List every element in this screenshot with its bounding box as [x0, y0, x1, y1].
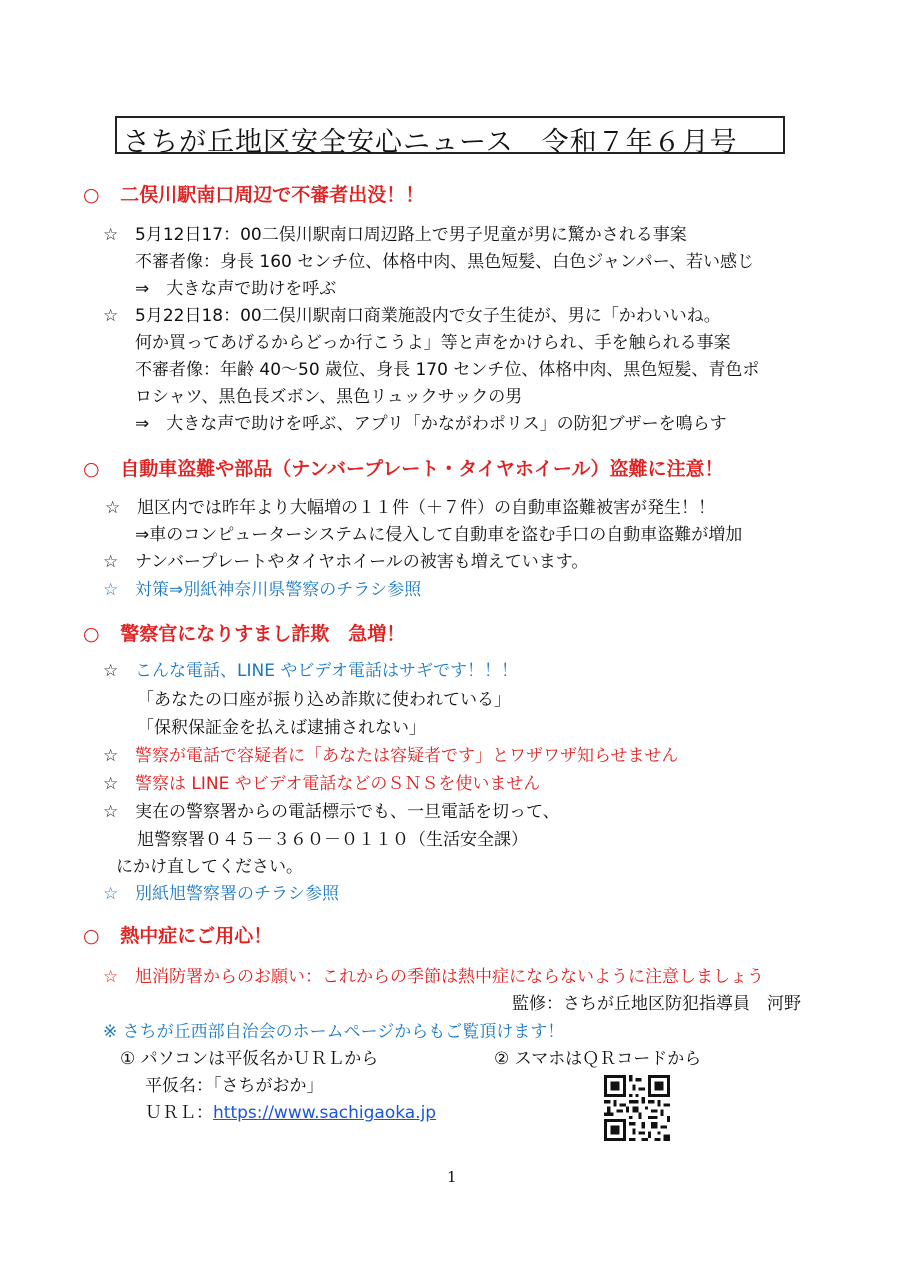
- list-item: ⇒ 大きな声で助けを呼ぶ、アプリ「かながわポリス」の防犯ブザーを鳴らす: [135, 414, 727, 434]
- star-icon: ☆: [103, 552, 119, 572]
- url-row: [145, 1098, 436, 1123]
- smartphone-label: ② スマホはＱＲコードから: [494, 1049, 702, 1069]
- list-item: ⇒車のコンピューターシステムに侵入して自動車を盗む手口の自動車盗難が増加: [135, 525, 743, 545]
- list-item: ☆ 警察が電話で容疑者に「あなたは容疑者です」とワザワザ知らせません: [103, 746, 679, 766]
- hiragana-label: 平仮名：「さちがおか」: [145, 1076, 324, 1096]
- circle-mark: ○: [83, 458, 100, 480]
- star-icon: ☆: [103, 746, 119, 766]
- list-item: ☆ 旭消防署からのお願い：これからの季節は熱中症にならないように注意しましょう: [103, 967, 764, 987]
- list-item: 不審者像：年齢 40～50 歳位、身長 170 センチ位、体格中肉、黒色短髪、青色ポ: [135, 360, 760, 380]
- list-item: ☆ 5月22日18：00二俣川駅南口商業施設内で女子生徒が、男に「かわいいね。: [103, 306, 721, 326]
- section-1-heading: ○ 二俣川駅南口周辺で不審者出没！！: [83, 184, 425, 206]
- section-4-heading: ○ 熱中症にご用心！: [83, 925, 273, 947]
- list-item: ☆ 警察は LINE やビデオ電話などのＳＮＳを使いません: [103, 774, 541, 794]
- list-item: 「あなたの口座が振り込め詐欺に使われている」: [137, 690, 511, 710]
- star-icon: ☆: [103, 580, 119, 600]
- list-item: ロシャツ、黒色長ズボン、黒色リュックサックの男: [135, 387, 523, 407]
- homepage-link[interactable]: https://www.sachigaoka.jp: [213, 1103, 437, 1123]
- list-item: ☆ 対策⇒別紙神奈川県警察のチラシ参照: [103, 580, 422, 600]
- title-box: [115, 116, 785, 158]
- page-title: さちが丘地区安全安心ニュース 令和７年６月号: [123, 127, 738, 158]
- pc-label: ① パソコンは平仮名かＵＲＬから: [120, 1049, 379, 1069]
- list-item: ☆ 5月12日17：00二俣川駅南口周辺路上で男子児童が男に驚かされる事案: [103, 225, 687, 245]
- star-icon: ☆: [103, 661, 119, 681]
- list-item: 何か買ってあげるからどっか行こうよ」等と声をかけられ、手を触られる事案: [135, 333, 731, 353]
- circle-mark: ○: [83, 184, 100, 206]
- circle-mark: ○: [83, 623, 100, 645]
- section-3-heading: ○ 警察官になりすまし詐欺 急増！: [83, 623, 406, 645]
- star-icon: ☆: [103, 225, 119, 245]
- url-label: ＵＲＬ：: [145, 1103, 213, 1123]
- qr-code-icon: [604, 1075, 670, 1141]
- section-2-heading: ○ 自動車盗難や部品（ナンバープレート・タイヤホイール）盗難に注意！: [83, 458, 724, 480]
- list-item: 不審者像：身長 160 センチ位、体格中肉、黒色短髪、白色ジャンパー、若い感じ: [135, 252, 755, 272]
- list-item: ☆ ナンバープレートやタイヤホイールの被害も増えています。: [103, 552, 589, 572]
- list-item: ☆ 別紙旭警察署のチラシ参照: [103, 884, 339, 904]
- list-item: ☆ 旭区内では昨年より大幅増の１１件（＋７件）の自動車盗難被害が発生！！: [105, 498, 715, 518]
- circle-mark: ○: [83, 925, 100, 947]
- star-icon: ☆: [103, 884, 119, 904]
- star-icon: ☆: [103, 967, 119, 987]
- supervisor-credit: 監修：さちが丘地区防犯指導員 河野: [512, 994, 801, 1014]
- page-number: 1: [447, 1168, 457, 1186]
- star-icon: ☆: [103, 802, 119, 822]
- list-item: ⇒ 大きな声で助けを呼ぶ: [135, 279, 337, 299]
- star-icon: ☆: [103, 306, 119, 326]
- list-item: ☆ 実在の警察署からの電話標示でも、一旦電話を切って、: [103, 802, 560, 822]
- star-icon: ☆: [105, 498, 121, 518]
- list-item: にかけ直してください。: [116, 857, 303, 877]
- list-item: ☆ こんな電話、LINE やビデオ電話はサギです！！！: [103, 661, 519, 681]
- homepage-note: ※ さちが丘西部自治会のホームページからもご覧頂けます！: [103, 1022, 565, 1042]
- list-item: 旭警察署０４５－３６０－０１１０（生活安全課）: [137, 830, 528, 850]
- list-item: 「保釈保証金を払えば逮捕されない」: [137, 718, 426, 738]
- star-icon: ☆: [103, 774, 119, 794]
